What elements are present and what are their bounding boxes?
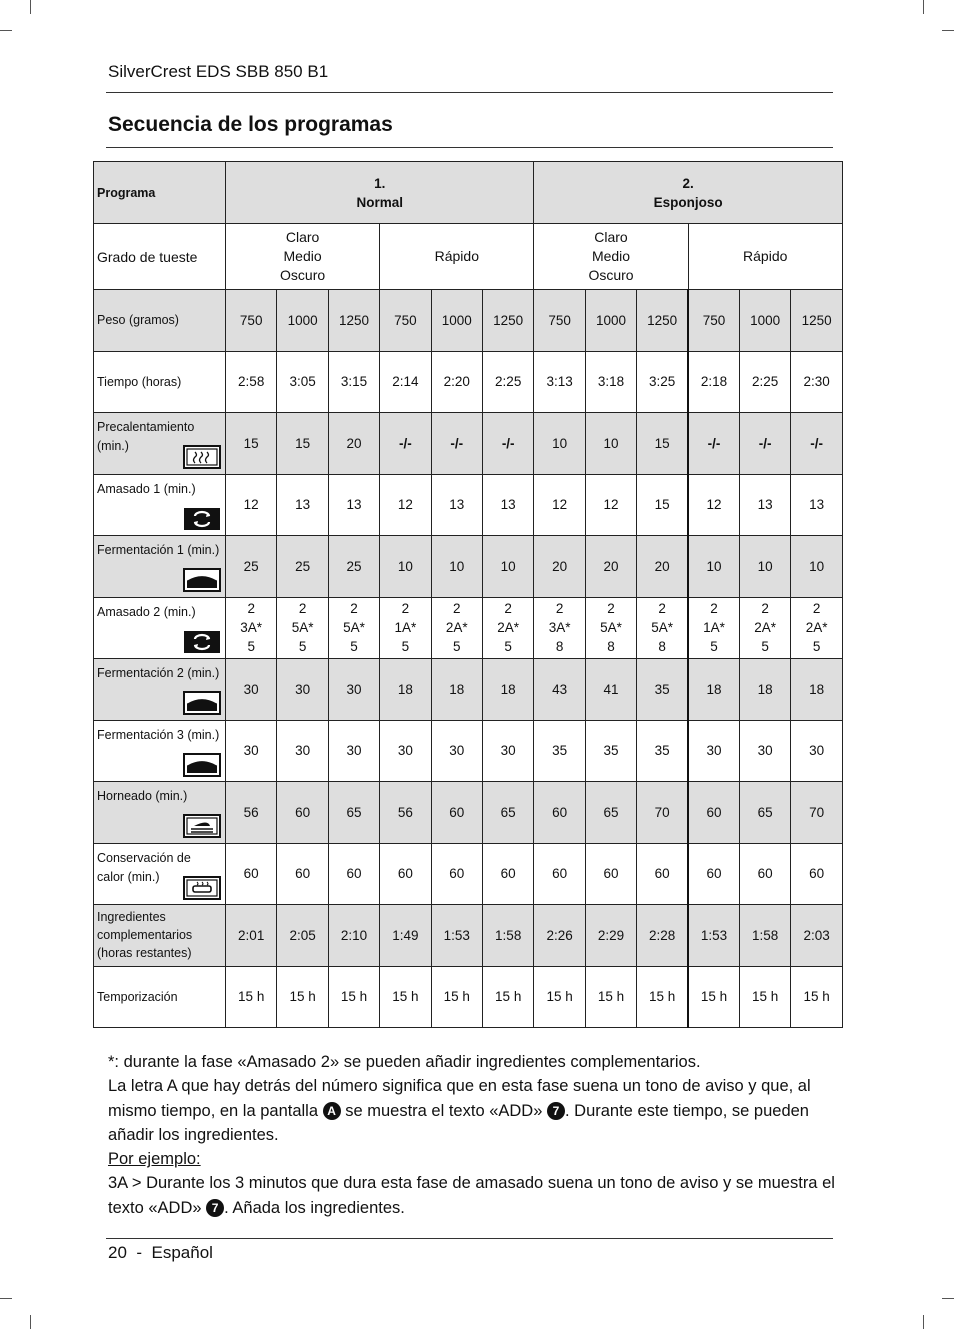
- table-cell: 1:53: [431, 905, 482, 967]
- grado-rapido: Rápido: [380, 224, 534, 290]
- table-cell: 60: [637, 843, 688, 905]
- table-cell: 60: [226, 843, 277, 905]
- table-cell: 13: [431, 474, 482, 536]
- table-cell: 60: [431, 782, 482, 844]
- table-cell: 60: [688, 843, 739, 905]
- table-cell: 30: [328, 720, 379, 782]
- rise-icon: [183, 568, 221, 592]
- table-cell: 30: [328, 659, 379, 721]
- table-cell: 2 3A* 8: [534, 597, 585, 659]
- table-cell: 10: [380, 536, 431, 598]
- table-cell: 30: [482, 720, 533, 782]
- table-cell: 2:18: [688, 351, 739, 413]
- table-cell: 3:13: [534, 351, 585, 413]
- row-label: Amasado 2 (min.): [94, 597, 226, 659]
- row-label: Fermentación 3 (min.): [94, 720, 226, 782]
- table-cell: 2:10: [328, 905, 379, 967]
- table-cell: 2:30: [791, 351, 842, 413]
- page-header: SilverCrest EDS SBB 850 B1: [108, 62, 329, 81]
- table-cell: -/-: [431, 413, 482, 475]
- table-cell: 30: [277, 720, 328, 782]
- table-row: [94, 720, 843, 782]
- table-cell: 56: [226, 782, 277, 844]
- table-cell: 3:25: [637, 351, 688, 413]
- table-cell: 15 h: [226, 966, 277, 1028]
- program-2-header: 2. Esponjoso: [534, 162, 842, 224]
- table-cell: 2 2A* 5: [482, 597, 533, 659]
- page-footer: [108, 1243, 213, 1263]
- table-cell: 35: [637, 720, 688, 782]
- table-cell: 2:29: [585, 905, 636, 967]
- table-cell: 2:14: [380, 351, 431, 413]
- table-cell: 750: [688, 290, 739, 352]
- table-cell: 2:05: [277, 905, 328, 967]
- crop-mark: [942, 1298, 954, 1299]
- table-row: [94, 290, 843, 352]
- table-row: [94, 536, 843, 598]
- table-cell: 15 h: [534, 966, 585, 1028]
- page-title: Secuencia de los programas: [108, 113, 393, 136]
- table-cell: 2:20: [431, 351, 482, 413]
- table-cell: 12: [688, 474, 739, 536]
- program-table: [93, 161, 843, 1028]
- table-cell: 60: [328, 843, 379, 905]
- table-cell: 15 h: [328, 966, 379, 1028]
- preheat-icon: [183, 445, 221, 469]
- table-cell: 65: [739, 782, 790, 844]
- table-cell: 18: [688, 659, 739, 721]
- table-cell: 15 h: [277, 966, 328, 1028]
- table-cell: 13: [739, 474, 790, 536]
- table-cell: 10: [688, 536, 739, 598]
- table-cell: 2 1A* 5: [688, 597, 739, 659]
- table-cell: 65: [328, 782, 379, 844]
- table-cell: 1250: [328, 290, 379, 352]
- example-label: Por ejemplo:: [108, 1150, 201, 1169]
- table-cell: 60: [688, 782, 739, 844]
- table-cell: 15 h: [431, 966, 482, 1028]
- table-cell: 30: [277, 659, 328, 721]
- row-label: Temporización: [94, 966, 226, 1028]
- table-cell: 15: [637, 413, 688, 475]
- table-cell: 60: [791, 843, 842, 905]
- table-cell: 2:25: [482, 351, 533, 413]
- note-example: 3A > Durante los 3 minutos que dura esta fase de amasado suena un tono de aviso y se muestra el texto «ADD» 7 . Añada los ingredientes.: [108, 1174, 835, 1217]
- table-cell: 18: [482, 659, 533, 721]
- row-label: Conservación de calor (min.): [94, 843, 226, 905]
- table-cell: 2 1A* 5: [380, 597, 431, 659]
- table-row: [94, 782, 843, 844]
- table-cell: 65: [585, 782, 636, 844]
- table-cell: 2 5A* 8: [637, 597, 688, 659]
- table-cell: 10: [482, 536, 533, 598]
- table-cell: 12: [380, 474, 431, 536]
- table-cell: 10: [534, 413, 585, 475]
- table-cell: 25: [328, 536, 379, 598]
- table-cell: 750: [380, 290, 431, 352]
- table-cell: 750: [534, 290, 585, 352]
- table-cell: 20: [637, 536, 688, 598]
- number-7-icon: 7: [206, 1199, 224, 1217]
- row-label: Ingredientes complementarios (horas restantes): [94, 905, 226, 967]
- table-cell: 60: [739, 843, 790, 905]
- table-cell: 60: [585, 843, 636, 905]
- table-row: [94, 413, 843, 475]
- table-cell: 10: [791, 536, 842, 598]
- table-cell: 1250: [791, 290, 842, 352]
- table-cell: 60: [431, 843, 482, 905]
- table-cell: -/-: [482, 413, 533, 475]
- crop-mark: [30, 1315, 31, 1329]
- table-cell: 13: [482, 474, 533, 536]
- table-cell: 13: [277, 474, 328, 536]
- table-cell: 2:58: [226, 351, 277, 413]
- crop-mark: [0, 30, 12, 31]
- table-cell: 2:26: [534, 905, 585, 967]
- table-cell: 60: [277, 782, 328, 844]
- table-cell: 25: [277, 536, 328, 598]
- table-cell: 30: [791, 720, 842, 782]
- table-cell: 1000: [585, 290, 636, 352]
- table-row: [94, 659, 843, 721]
- table-cell: 30: [739, 720, 790, 782]
- table-cell: 18: [791, 659, 842, 721]
- knead-icon: [183, 630, 221, 654]
- table-cell: 2 2A* 5: [791, 597, 842, 659]
- table-cell: 15 h: [688, 966, 739, 1028]
- table-cell: 13: [328, 474, 379, 536]
- grado-rapido: Rápido: [688, 224, 842, 290]
- keep-warm-icon: [183, 876, 221, 900]
- table-cell: 1250: [482, 290, 533, 352]
- table-cell: 1:49: [380, 905, 431, 967]
- table-cell: 20: [328, 413, 379, 475]
- table-cell: 60: [534, 843, 585, 905]
- table-cell: 750: [226, 290, 277, 352]
- table-cell: 2:01: [226, 905, 277, 967]
- crop-mark: [942, 30, 954, 31]
- table-cell: 3:05: [277, 351, 328, 413]
- table-cell: 30: [226, 720, 277, 782]
- table-cell: 10: [431, 536, 482, 598]
- header-rule: [106, 92, 833, 93]
- knead-icon: [183, 507, 221, 531]
- table-cell: 60: [380, 843, 431, 905]
- table-row: [94, 474, 843, 536]
- table-cell: 15: [637, 474, 688, 536]
- table-cell: 1000: [277, 290, 328, 352]
- table-cell: 20: [585, 536, 636, 598]
- table-cell: 30: [226, 659, 277, 721]
- table-cell: 13: [791, 474, 842, 536]
- table-cell: 41: [585, 659, 636, 721]
- table-cell: 2 2A* 5: [739, 597, 790, 659]
- table-cell: 1000: [739, 290, 790, 352]
- note-letter-a: La letra A que hay detrás del número significa que en esta fase suena un tono de aviso y que, al mismo tiempo, en la pantalla A se muestra el texto «ADD» 7 . Durante este tiempo, se pueden añadir los ingredientes.: [108, 1077, 811, 1144]
- table-cell: 2 5A* 5: [277, 597, 328, 659]
- table-cell: 35: [585, 720, 636, 782]
- number-7-icon: 7: [547, 1102, 565, 1120]
- table-cell: 1000: [431, 290, 482, 352]
- footer-language: Español: [151, 1243, 213, 1262]
- table-cell: 3:15: [328, 351, 379, 413]
- program-1-header: 1. Normal: [226, 162, 534, 224]
- table-cell: 12: [534, 474, 585, 536]
- display-a-icon: A: [323, 1102, 341, 1120]
- table-cell: 10: [585, 413, 636, 475]
- table-cell: 15 h: [637, 966, 688, 1028]
- table-cell: 65: [482, 782, 533, 844]
- table-cell: 15: [277, 413, 328, 475]
- table-cell: 15 h: [739, 966, 790, 1028]
- table-cell: 15 h: [482, 966, 533, 1028]
- table-cell: -/-: [380, 413, 431, 475]
- table-row: [94, 966, 843, 1028]
- page-number: 20: [108, 1243, 127, 1262]
- program-header-label: Programa: [94, 162, 226, 224]
- table-cell: 60: [482, 843, 533, 905]
- notes: [108, 1050, 838, 1220]
- table-cell: 15 h: [791, 966, 842, 1028]
- rise-icon: [183, 691, 221, 715]
- table-cell: 2 3A* 5: [226, 597, 277, 659]
- table-cell: 1250: [637, 290, 688, 352]
- table-cell: 15 h: [585, 966, 636, 1028]
- table-cell: 1:53: [688, 905, 739, 967]
- table-cell: 43: [534, 659, 585, 721]
- table-cell: -/-: [739, 413, 790, 475]
- table-cell: 60: [277, 843, 328, 905]
- table-row: [94, 351, 843, 413]
- table-cell: 3:18: [585, 351, 636, 413]
- table-cell: -/-: [688, 413, 739, 475]
- grado-label: Grado de tueste: [94, 224, 226, 290]
- row-label: Precalentamiento (min.): [94, 413, 226, 475]
- table-cell: 30: [688, 720, 739, 782]
- row-label: Amasado 1 (min.): [94, 474, 226, 536]
- crop-mark: [0, 1298, 12, 1299]
- row-label: Fermentación 1 (min.): [94, 536, 226, 598]
- bake-icon: [183, 814, 221, 838]
- table-cell: 25: [226, 536, 277, 598]
- table-row: [94, 597, 843, 659]
- table-cell: 2 5A* 5: [328, 597, 379, 659]
- note-star: *: durante la fase «Amasado 2» se pueden añadir ingredientes complementarios.: [108, 1053, 701, 1071]
- table-cell: 30: [431, 720, 482, 782]
- table-cell: -/-: [791, 413, 842, 475]
- table-row: [94, 843, 843, 905]
- table-cell: 12: [226, 474, 277, 536]
- table-cell: 15: [226, 413, 277, 475]
- table-cell: 56: [380, 782, 431, 844]
- crop-mark: [30, 0, 31, 14]
- table-cell: 2:28: [637, 905, 688, 967]
- table-cell: 10: [739, 536, 790, 598]
- table-cell: 18: [431, 659, 482, 721]
- table-cell: 15 h: [380, 966, 431, 1028]
- footer-separator: -: [136, 1243, 143, 1262]
- table-cell: 2 2A* 5: [431, 597, 482, 659]
- footer-rule: [106, 1238, 833, 1239]
- crop-mark: [923, 1315, 924, 1329]
- row-label: Fermentación 2 (min.): [94, 659, 226, 721]
- table-cell: 2 5A* 8: [585, 597, 636, 659]
- table-cell: 30: [380, 720, 431, 782]
- row-label: Horneado (min.): [94, 782, 226, 844]
- row-label: Tiempo (horas): [94, 351, 226, 413]
- table-cell: 12: [585, 474, 636, 536]
- crop-mark: [923, 0, 924, 14]
- table-cell: 18: [739, 659, 790, 721]
- table-cell: 2:03: [791, 905, 842, 967]
- table-cell: 35: [637, 659, 688, 721]
- table-cell: 60: [534, 782, 585, 844]
- rise-icon: [183, 753, 221, 777]
- table-cell: 2:25: [739, 351, 790, 413]
- row-label: Peso (gramos): [94, 290, 226, 352]
- grado-claro-medio-oscuro: Claro Medio Oscuro: [534, 224, 688, 290]
- table-cell: 1:58: [482, 905, 533, 967]
- table-cell: 70: [791, 782, 842, 844]
- table-cell: 1:58: [739, 905, 790, 967]
- table-cell: 35: [534, 720, 585, 782]
- table-cell: 18: [380, 659, 431, 721]
- table-cell: 20: [534, 536, 585, 598]
- grado-claro-medio-oscuro: Claro Medio Oscuro: [226, 224, 380, 290]
- title-rule: [106, 147, 833, 148]
- table-row: [94, 905, 843, 967]
- table-cell: 70: [637, 782, 688, 844]
